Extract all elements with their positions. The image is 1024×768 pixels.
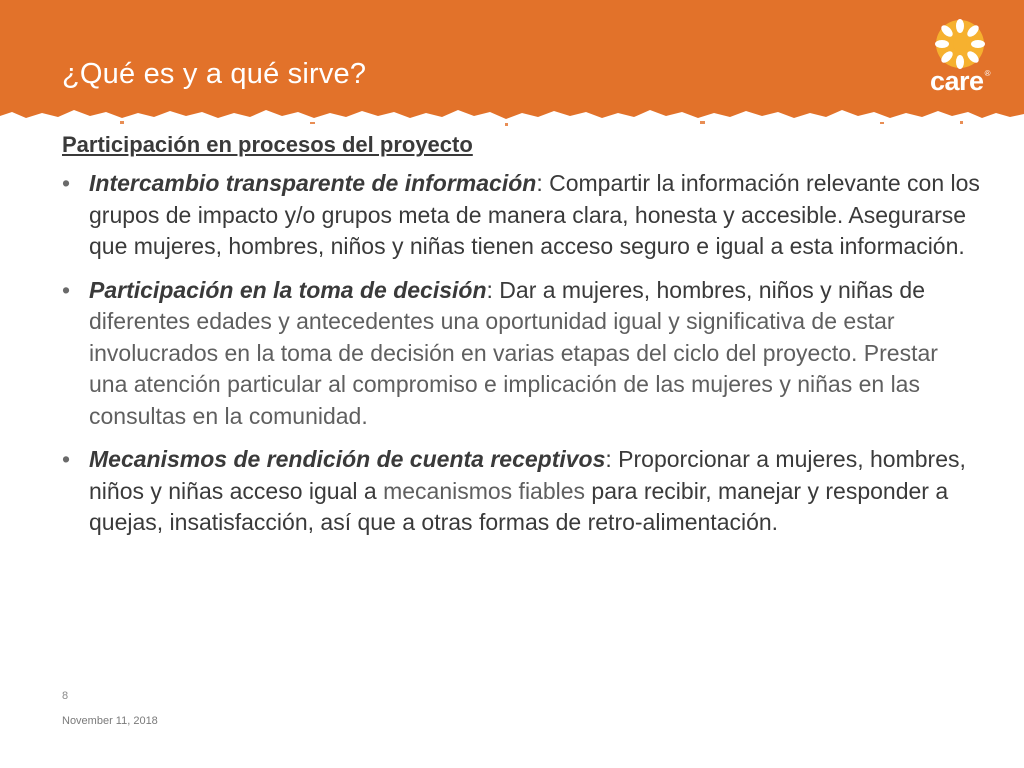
bullet-dot-icon: •: [62, 170, 71, 196]
bullet-text-secondary: diferentes edades y antecedentes una oportunidad igual y significativa de estar involucrados en la toma de decisión en varias etapas del ciclo del proyecto. Prestar una atención particular al compromiso e implicación de las mujeres y niñas en las consultas en la comunidad.: [89, 308, 938, 429]
bullet-dot-icon: •: [62, 446, 71, 472]
slide-content: [62, 132, 982, 551]
care-logo: [926, 16, 998, 98]
bullet-item: [62, 275, 982, 433]
header-band-specks: [120, 121, 963, 126]
bullet-text: Compartir la información relevante con los grupos de impacto y/o grupos meta de manera clara, honesta y accesible. Asegurarse que mujeres, hombres, niños y niñas tienen acceso seguro e igual a esta información.: [89, 170, 980, 259]
bullet-text-tail: para recibir, manejar y responder a quejas, insatisfacción, así que a otras formas de retro-alimentación.: [89, 477, 949, 535]
bullet-item: [62, 168, 982, 263]
bullet-term: Mecanismos de rendición de cuenta receptivos: [89, 446, 606, 472]
bullet-list: [62, 168, 982, 539]
bullet-text: Proporcionar a mujeres, hombres, niños y niñas acceso igual a: [89, 446, 966, 504]
bullet-colon: :: [486, 276, 493, 303]
bullet-text: Dar a mujeres, hombres, niños y niñas de: [492, 276, 925, 303]
bullet-colon: :: [536, 170, 543, 196]
bullet-dot-icon: •: [62, 276, 71, 303]
bullet-colon: :: [605, 446, 612, 472]
care-hands-logo-icon: [932, 16, 988, 72]
care-logo-text: care®: [930, 66, 990, 96]
section-heading: Participación en procesos del proyecto: [62, 132, 473, 157]
bullet-text-secondary: mecanismos fiables: [376, 477, 586, 504]
bullet-term: Intercambio transparente de información: [89, 170, 537, 196]
footer-date: November 11, 2018: [62, 715, 158, 727]
slide-title: ¿Qué es y a qué sirve?: [62, 58, 367, 90]
bullet-term: Participación en la toma de decisión: [89, 276, 487, 303]
page-number: 8: [62, 690, 69, 702]
bullet-item: [62, 444, 982, 539]
